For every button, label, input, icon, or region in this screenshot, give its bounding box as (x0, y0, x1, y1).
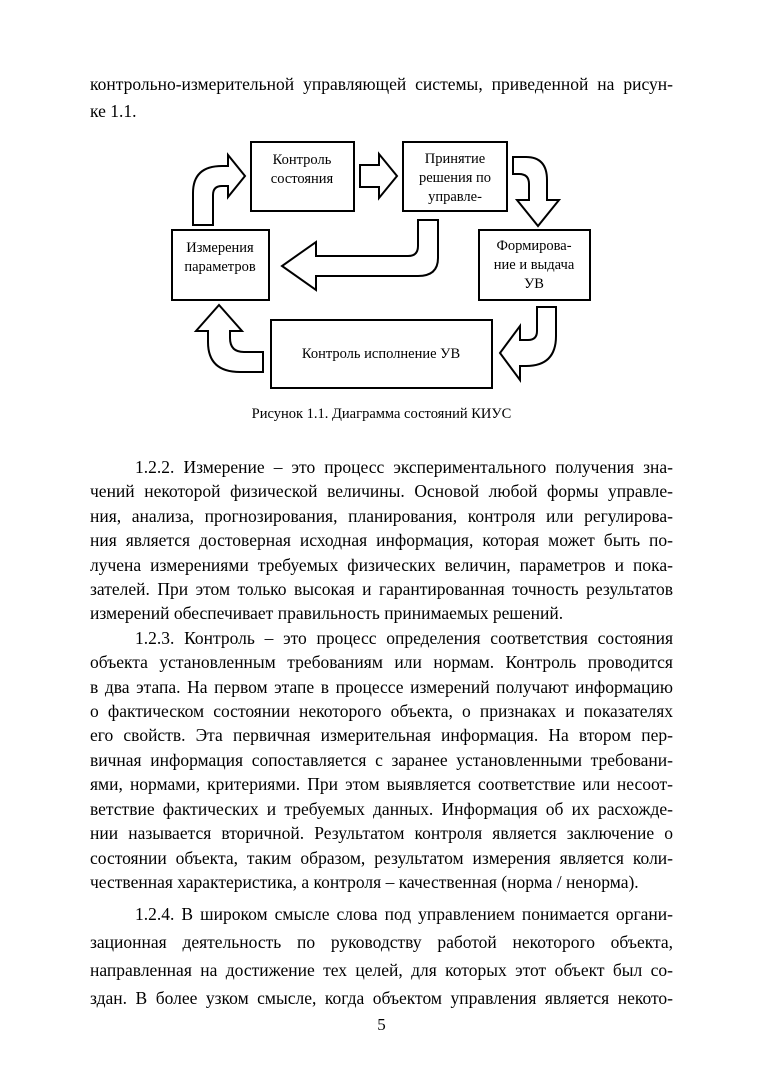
curved-arrow-left-icon (282, 220, 438, 290)
p2-line-10: состоянии объекта, таким образом, результатом измерения является коли- (90, 848, 673, 868)
p3-line-2: зационная деятельность по руководству работой некоторого объекта, (90, 932, 673, 952)
arrow-right-icon (360, 154, 397, 198)
p1-line-7: измерений обеспечивает правильность принимаемых решений. (90, 603, 564, 623)
p1-line-1: 1.2.2. Измерение – это процесс экспериментального получения зна- (135, 457, 673, 477)
p2-line-3: в два этапа. На первом этапе в процессе измерений получают информацию (90, 677, 673, 697)
p2-line-11: чественная характеристика, а контроля – качественная (норма / ненорма). (90, 872, 639, 892)
box-control-exec-label: Контроль исполнение УВ (301, 346, 461, 362)
box-decision-line-2: решения по (418, 170, 492, 186)
curved-arrow-down-left-icon (500, 307, 556, 380)
p2-line-5: его свойств. Эта первичная измерительная информация. На втором пер- (90, 725, 673, 745)
box-form-line-2: ние и выдача (493, 257, 575, 273)
p2-line-6: вичная информация сопоставляется с заранее установленными требовани- (90, 750, 673, 770)
box-form-line-1: Формирова- (496, 238, 572, 254)
p3-line-1: 1.2.4. В широком смысле слова под управлением понимается органи- (135, 904, 673, 924)
p2-line-4: о фактическом состоянии некоторого объекта, о признаках и показателях (90, 701, 673, 721)
p1-line-3: ния, анализа, прогнозирования, планирования, контроля или регулирова- (90, 506, 673, 526)
box-decision-line-3: управле- (428, 189, 482, 205)
p1-line-4: ния является достоверная исходная информация, которая может быть по- (90, 530, 673, 550)
p2-line-9: нии называется вторичной. Результатом контроля является заключение о (90, 823, 673, 843)
intro-line-1: контрольно-измерительной управляющей системы, приведенной на рисун- (90, 74, 673, 94)
box-measure-line-2: параметров (184, 259, 256, 275)
p2-line-7: ями, нормами, критериями. При этом выявляется соответствие или несоот- (90, 774, 673, 794)
p2-line-8: ветствие фактических и требуемых данных. Информация об их расхожде- (90, 799, 673, 819)
curved-arrow-left-up-icon (196, 305, 263, 372)
p1-line-6: зателей. При этом только высокая и гарантированная точность результатов (90, 579, 673, 599)
box-form-line-3: УВ (524, 276, 544, 292)
state-diagram (0, 0, 763, 400)
p1-line-2: чений некоторой физической величины. Основой любой формы управле- (90, 481, 673, 501)
box-decision-line-1: Принятие (424, 151, 486, 167)
p1-line-5: лучена измерениями требуемых физических величин, параметров и пока- (90, 555, 673, 575)
p3-line-4: здан. В более узком смысле, когда объектом управления является некото- (90, 988, 673, 1008)
box-measure-line-1: Измерения (186, 240, 254, 256)
intro-line-2: ке 1.1. (90, 101, 137, 121)
curved-arrow-up-right-icon (193, 155, 245, 225)
box-control-state-line-1: Контроль (272, 152, 332, 168)
p2-line-2: объекта установленным требованиям или нормам. Контроль проводится (90, 652, 673, 672)
curved-arrow-right-down-icon (513, 157, 559, 226)
p3-line-3: направленная на достижение тех целей, для которых этот объект был со- (90, 960, 673, 980)
p2-line-1: 1.2.3. Контроль – это процесс определения соответствия состояния (135, 628, 673, 648)
box-control-state-line-2: состояния (270, 171, 334, 187)
page-number: 5 (377, 1015, 386, 1034)
figure-caption: Рисунок 1.1. Диаграмма состояний КИУС (251, 406, 512, 422)
